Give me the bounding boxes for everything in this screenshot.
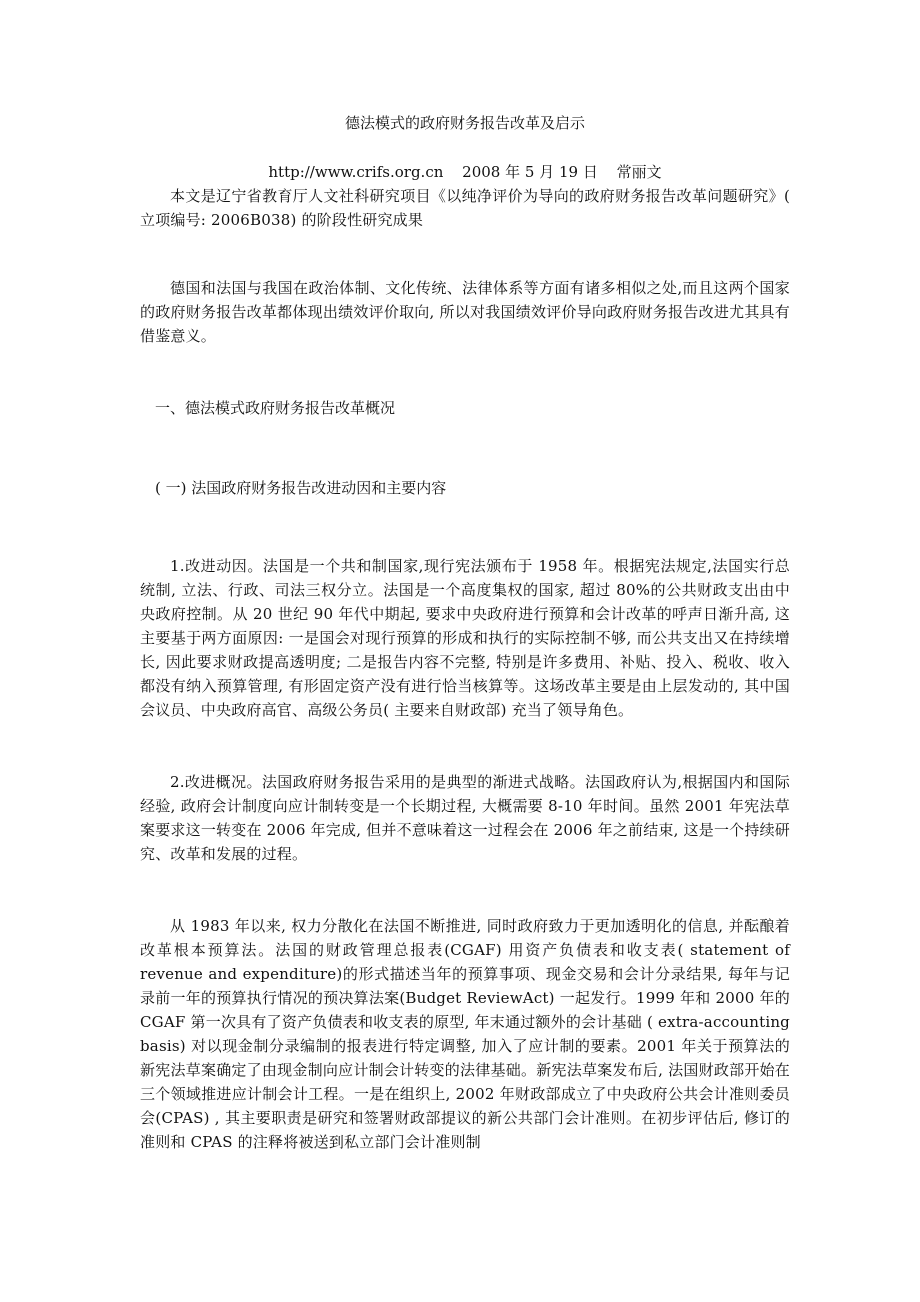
publish-date: 2008 年 5 月 19 日 bbox=[462, 163, 598, 181]
document-meta bbox=[140, 160, 790, 184]
spacer bbox=[140, 232, 790, 276]
paragraph-3: 2.改进概况。法国政府财务报告采用的是典型的渐进式战略。法国政府认为,根据国内和国际经验, 政府会计制度向应计制转变是一个长期过程, 大概需要 8-10 年时间。虽然 2001 年宪法草案要求这一转变在 2006 年完成, 但并不意味着这一过程会在 2006 年之前结束, 这是一个持续研究、改革和发展的过程。 bbox=[140, 773, 790, 863]
spacer bbox=[140, 722, 790, 770]
source-url: http://www.crifs.org.cn bbox=[268, 163, 444, 181]
author-name: 常丽文 bbox=[616, 163, 662, 181]
document-title: 德法模式的政府财务报告改革及启示 bbox=[344, 114, 585, 132]
spacer bbox=[140, 866, 790, 914]
section-heading-1: 一、德法模式政府财务报告改革概况 bbox=[155, 399, 396, 417]
paragraph-4: 从 1983 年以来, 权力分散化在法国不断推进, 同时政府致力于更加透明化的信息, 并酝酿着改革根本预算法。法国的财政管理总报表(CGAF) 用资产负债表和收支表( statement of revenue and expenditure)的形式描述当年的预算事项、现金交易和会计分录结果, 每年与记录前一年的预算执行情况的预决算法案(Budget ReviewAct) 一起发行。1999 年和 2000 年的 CGAF 第一次具有了资产负债表和收支表的原型, 年末通过额外的会计基础 ( extra-accounting basis) 对以现金制分录编制的报表进行特定调整, 加入了应计制的要素。2001 年关于预算法的新宪法草案确定了由现金制向应计制会计转变的法律基础。新宪法草案发布后, 法国财政部开始在三个领域推进应计制会计工程。一是在组织上, 2002 年财政部成立了中央政府公共会计准则委员会(CPAS) , 其主要职责是研究和签署财政部提议的新公共部门会计准则。在初步评估后, 修订的准则和 CPAS 的注释将被送到私立部门会计准则制 bbox=[140, 917, 790, 1151]
spacer bbox=[140, 348, 790, 396]
intro-paragraph: 本文是辽宁省教育厅人文社科研究项目《以纯净评价为导向的政府财务报告改革问题研究》( 立项编号: 2006B038) 的阶段性研究成果 bbox=[140, 187, 790, 229]
subsection-heading-1: ( 一) 法国政府财务报告改进动因和主要内容 bbox=[155, 479, 447, 497]
paragraph-1: 德国和法国与我国在政治体制、文化传统、法律体系等方面有诸多相似之处,而且这两个国家的政府财务报告改革都体现出绩效评价取向, 所以对我国绩效评价导向政府财务报告改进尤其具有借鉴意义。 bbox=[140, 279, 790, 345]
paragraph-2: 1.改进动因。法国是一个共和制国家,现行宪法颁布于 1958 年。根据宪法规定,法国实行总统制, 立法、行政、司法三权分立。法国是一个高度集权的国家, 超过 80%的公共财政支出由中央政府控制。从 20 世纪 90 年代中期起, 要求中央政府进行预算和会计改革的呼声日渐升高, 这主要基于两方面原因: 一是国会对现行预算的形成和执行的实际控制不够, 而公共支出又在持续增长, 因此要求财政提高透明度; 二是报告内容不完整, 特别是许多费用、补贴、投入、税收、收入都没有纳入预算管理, 有形固定资产没有进行恰当核算等。这场改革主要是由上层发动的, 其中国会议员、中央政府高官、高级公务员( 主要来自财政部) 充当了领导角色。 bbox=[140, 557, 790, 719]
document-page bbox=[140, 110, 790, 1154]
spacer bbox=[140, 420, 790, 476]
spacer bbox=[140, 500, 790, 554]
